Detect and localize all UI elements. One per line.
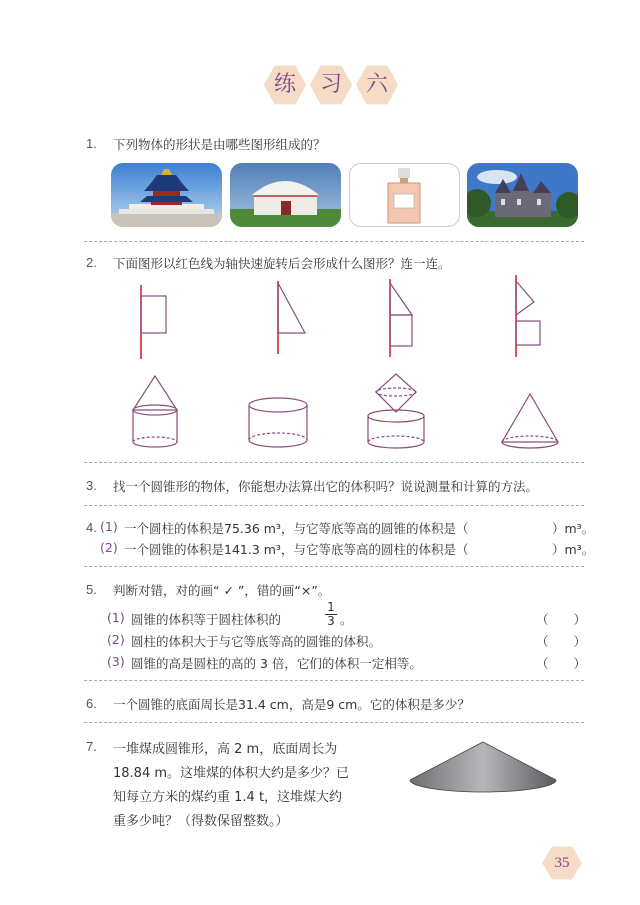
divider-4 — [84, 566, 584, 567]
q5-2-text: 圆柱的体积大于与它等底等高的圆锥的体积。 — [131, 634, 382, 649]
photo-castle — [467, 163, 578, 227]
q5-1-text: 圆锥的体积等于圆柱体积的 — [131, 612, 282, 627]
fraction-numerator: 1 — [327, 600, 335, 614]
q5-1-answer-box[interactable]: （ ） — [536, 612, 587, 627]
q2-shape-triangle — [278, 281, 305, 354]
photo-perfume-bottle — [349, 163, 460, 227]
divider-3 — [84, 505, 584, 506]
q5-number: 5. — [86, 582, 97, 597]
divider-6 — [84, 722, 584, 723]
q2-solid-cone-on-cylinder — [133, 376, 177, 447]
page-number: 35 — [554, 855, 570, 871]
q3-text: 找一个圆锥形的物体，你能想办法算出它的体积吗？说说测量和计算的方法。 — [113, 479, 539, 494]
q2-number: 2. — [86, 255, 97, 270]
q4-1-text: 一个圆柱的体积是75.36 m³，与它等底等高的圆锥的体积是（ — [124, 521, 469, 536]
photo-temple-of-heaven — [111, 163, 222, 227]
q2-text: 下面图形以红色线为轴快速旋转后会形成什么图形？连一连。 — [113, 256, 451, 271]
q5-1-end: 。 — [340, 612, 353, 627]
q7-number: 7. — [86, 739, 97, 754]
divider-2 — [84, 462, 584, 463]
divider-1 — [84, 241, 584, 242]
q2-solids — [0, 370, 640, 460]
title-char-3: 六 — [365, 72, 388, 97]
title-char-2: 习 — [319, 72, 342, 97]
q7-line-1: 一堆煤成圆锥形，高 2 m，底面周长为 — [113, 742, 338, 757]
q5-3-answer-box[interactable]: （ ） — [536, 656, 587, 671]
q4-1-label: (1) — [100, 519, 118, 534]
q2-shape-rectangle — [141, 285, 166, 359]
q6-number: 6. — [86, 696, 97, 711]
q4-2-label: (2) — [100, 540, 118, 555]
q7-line-4: 重多少吨？（得数保留整数。） — [113, 814, 289, 829]
q2-shape-triangle-above-rectangle — [516, 275, 540, 357]
q4-2-close: ）m³。 — [552, 542, 595, 557]
q4-1-close: ）m³。 — [552, 521, 595, 536]
q5-3-text: 圆锥的高是圆柱的高的 3 倍，它们的体积一定相等。 — [131, 656, 422, 671]
q4-2-text: 一个圆锥的体积是141.3 m³，与它等底等高的圆柱的体积是（ — [124, 542, 469, 557]
q2-shape-triangle-rectangle — [390, 279, 412, 357]
q5-2-answer-box[interactable]: （ ） — [536, 634, 587, 649]
q6-text: 一个圆锥的底面周长是31.4 cm，高是9 cm。它的体积是多少？ — [113, 697, 470, 712]
divider-5 — [84, 680, 584, 681]
q5-1-label: (1) — [107, 610, 125, 625]
q2-solid-cylinder — [249, 398, 307, 447]
q3-number: 3. — [86, 478, 97, 493]
coal-pile-cone — [408, 738, 558, 798]
q1-text: 下列物体的形状是由哪些图形组成的？ — [113, 137, 326, 152]
title-char-1: 练 — [273, 72, 296, 97]
q2-solid-double-cone-on-cylinder — [368, 374, 424, 448]
q7-line-2: 18.84 m。这堆煤的体积大约是多少？已 — [113, 766, 350, 781]
photo-yurt — [230, 163, 341, 227]
q1-number: 1. — [86, 136, 97, 151]
q2-solid-cone — [502, 394, 558, 448]
q5-3-label: (3) — [107, 654, 125, 669]
q7-line-3: 知每立方米的煤约重 1.4 t，这堆煤大约 — [113, 790, 343, 805]
q5-1-fraction — [325, 601, 337, 628]
q5-2-label: (2) — [107, 632, 125, 647]
q5-text: 判断对错，对的画“ ✓ ”，错的画“×”。 — [113, 583, 331, 598]
q4-number: 4. — [86, 520, 97, 535]
fraction-denominator: 3 — [325, 614, 337, 628]
